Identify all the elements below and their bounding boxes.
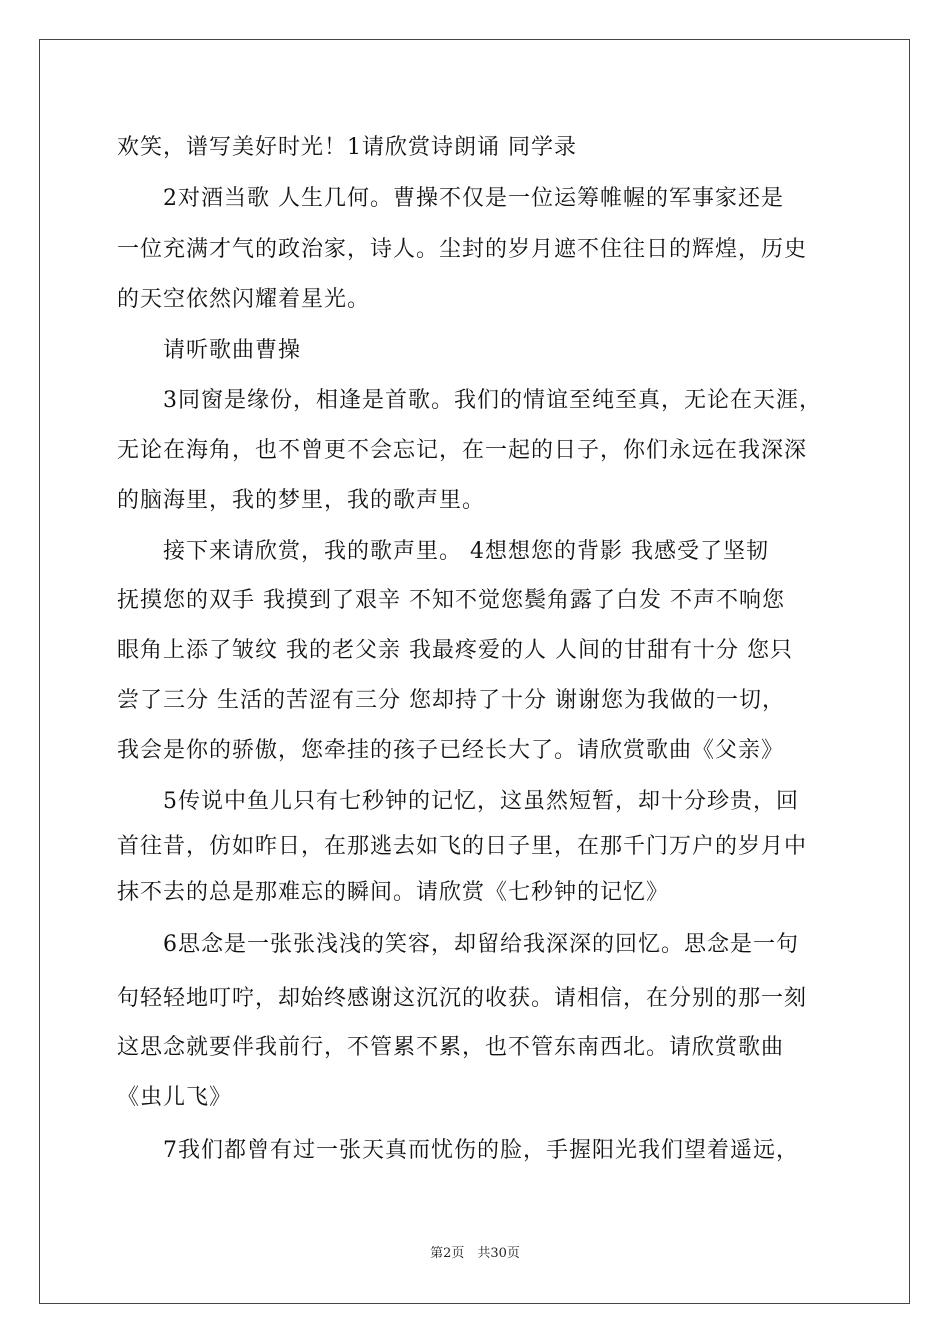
text-line: 3同窗是缘份，相逢是首歌。我们的情谊至纯至真，无论在天涯， — [163, 388, 822, 413]
text-line: 的脑海里，我的梦里，我的歌声里。 — [117, 488, 486, 513]
text-line: 欢笑，谱写美好时光！1请欣赏诗朗诵 同学录 — [117, 135, 577, 160]
page-number-footer: 第2页 共30页 — [430, 1246, 520, 1261]
text-line: 我会是你的骄傲，您牵挂的孩子已经长大了。请欣赏歌曲《父亲》 — [117, 738, 785, 763]
text-line: 眼角上添了皱纹 我的老父亲 我最疼爱的人 人间的甘甜有十分 您只 — [117, 638, 793, 663]
text-line: 尝了三分 生活的苦涩有三分 您却持了十分 谢谢您为我做的一切， — [117, 688, 785, 713]
text-line: 请听歌曲曹操 — [163, 338, 302, 363]
text-line: 5传说中鱼儿只有七秒钟的记忆，这虽然短暂，却十分珍贵，回 — [163, 789, 799, 814]
text-line: 句轻轻地叮咛，却始终感谢这沉沉的收获。请相信，在分别的那一刻 — [117, 986, 808, 1011]
text-line: 2对酒当歌 人生几何。曹操不仅是一位运筹帷幄的军事家还是 — [163, 186, 784, 211]
text-line: 接下来请欣赏，我的歌声里。 4想想您的背影 我感受了坚韧 — [163, 539, 769, 564]
text-line: 抹不去的总是那难忘的瞬间。请欣赏《七秒钟的记忆》 — [117, 880, 670, 905]
text-line: 《虫儿飞》 — [117, 1085, 233, 1110]
page-border — [39, 39, 910, 1304]
text-line: 一位充满才气的政治家，诗人。尘封的岁月遮不住往日的辉煌，历史 — [117, 237, 808, 262]
text-line: 的天空依然闪耀着星光。 — [117, 287, 371, 312]
text-line: 7我们都曾有过一张天真而忧伤的脸，手握阳光我们望着遥远， — [163, 1138, 799, 1163]
text-line: 这思念就要伴我前行，不管累不累，也不管东南西北。请欣赏歌曲 — [117, 1035, 785, 1060]
text-line: 6思念是一张张浅浅的笑容，却留给我深深的回忆。思念是一句 — [163, 932, 799, 957]
text-line: 抚摸您的双手 我摸到了艰辛 不知不觉您鬓角露了白发 不声不响您 — [117, 588, 785, 613]
text-line: 无论在海角，也不曾更不会忘记，在一起的日子，你们永远在我深深 — [117, 438, 808, 463]
text-line: 首往昔，仿如昨日，在那逃去如飞的日子里，在那千门万户的岁月中 — [117, 834, 808, 859]
